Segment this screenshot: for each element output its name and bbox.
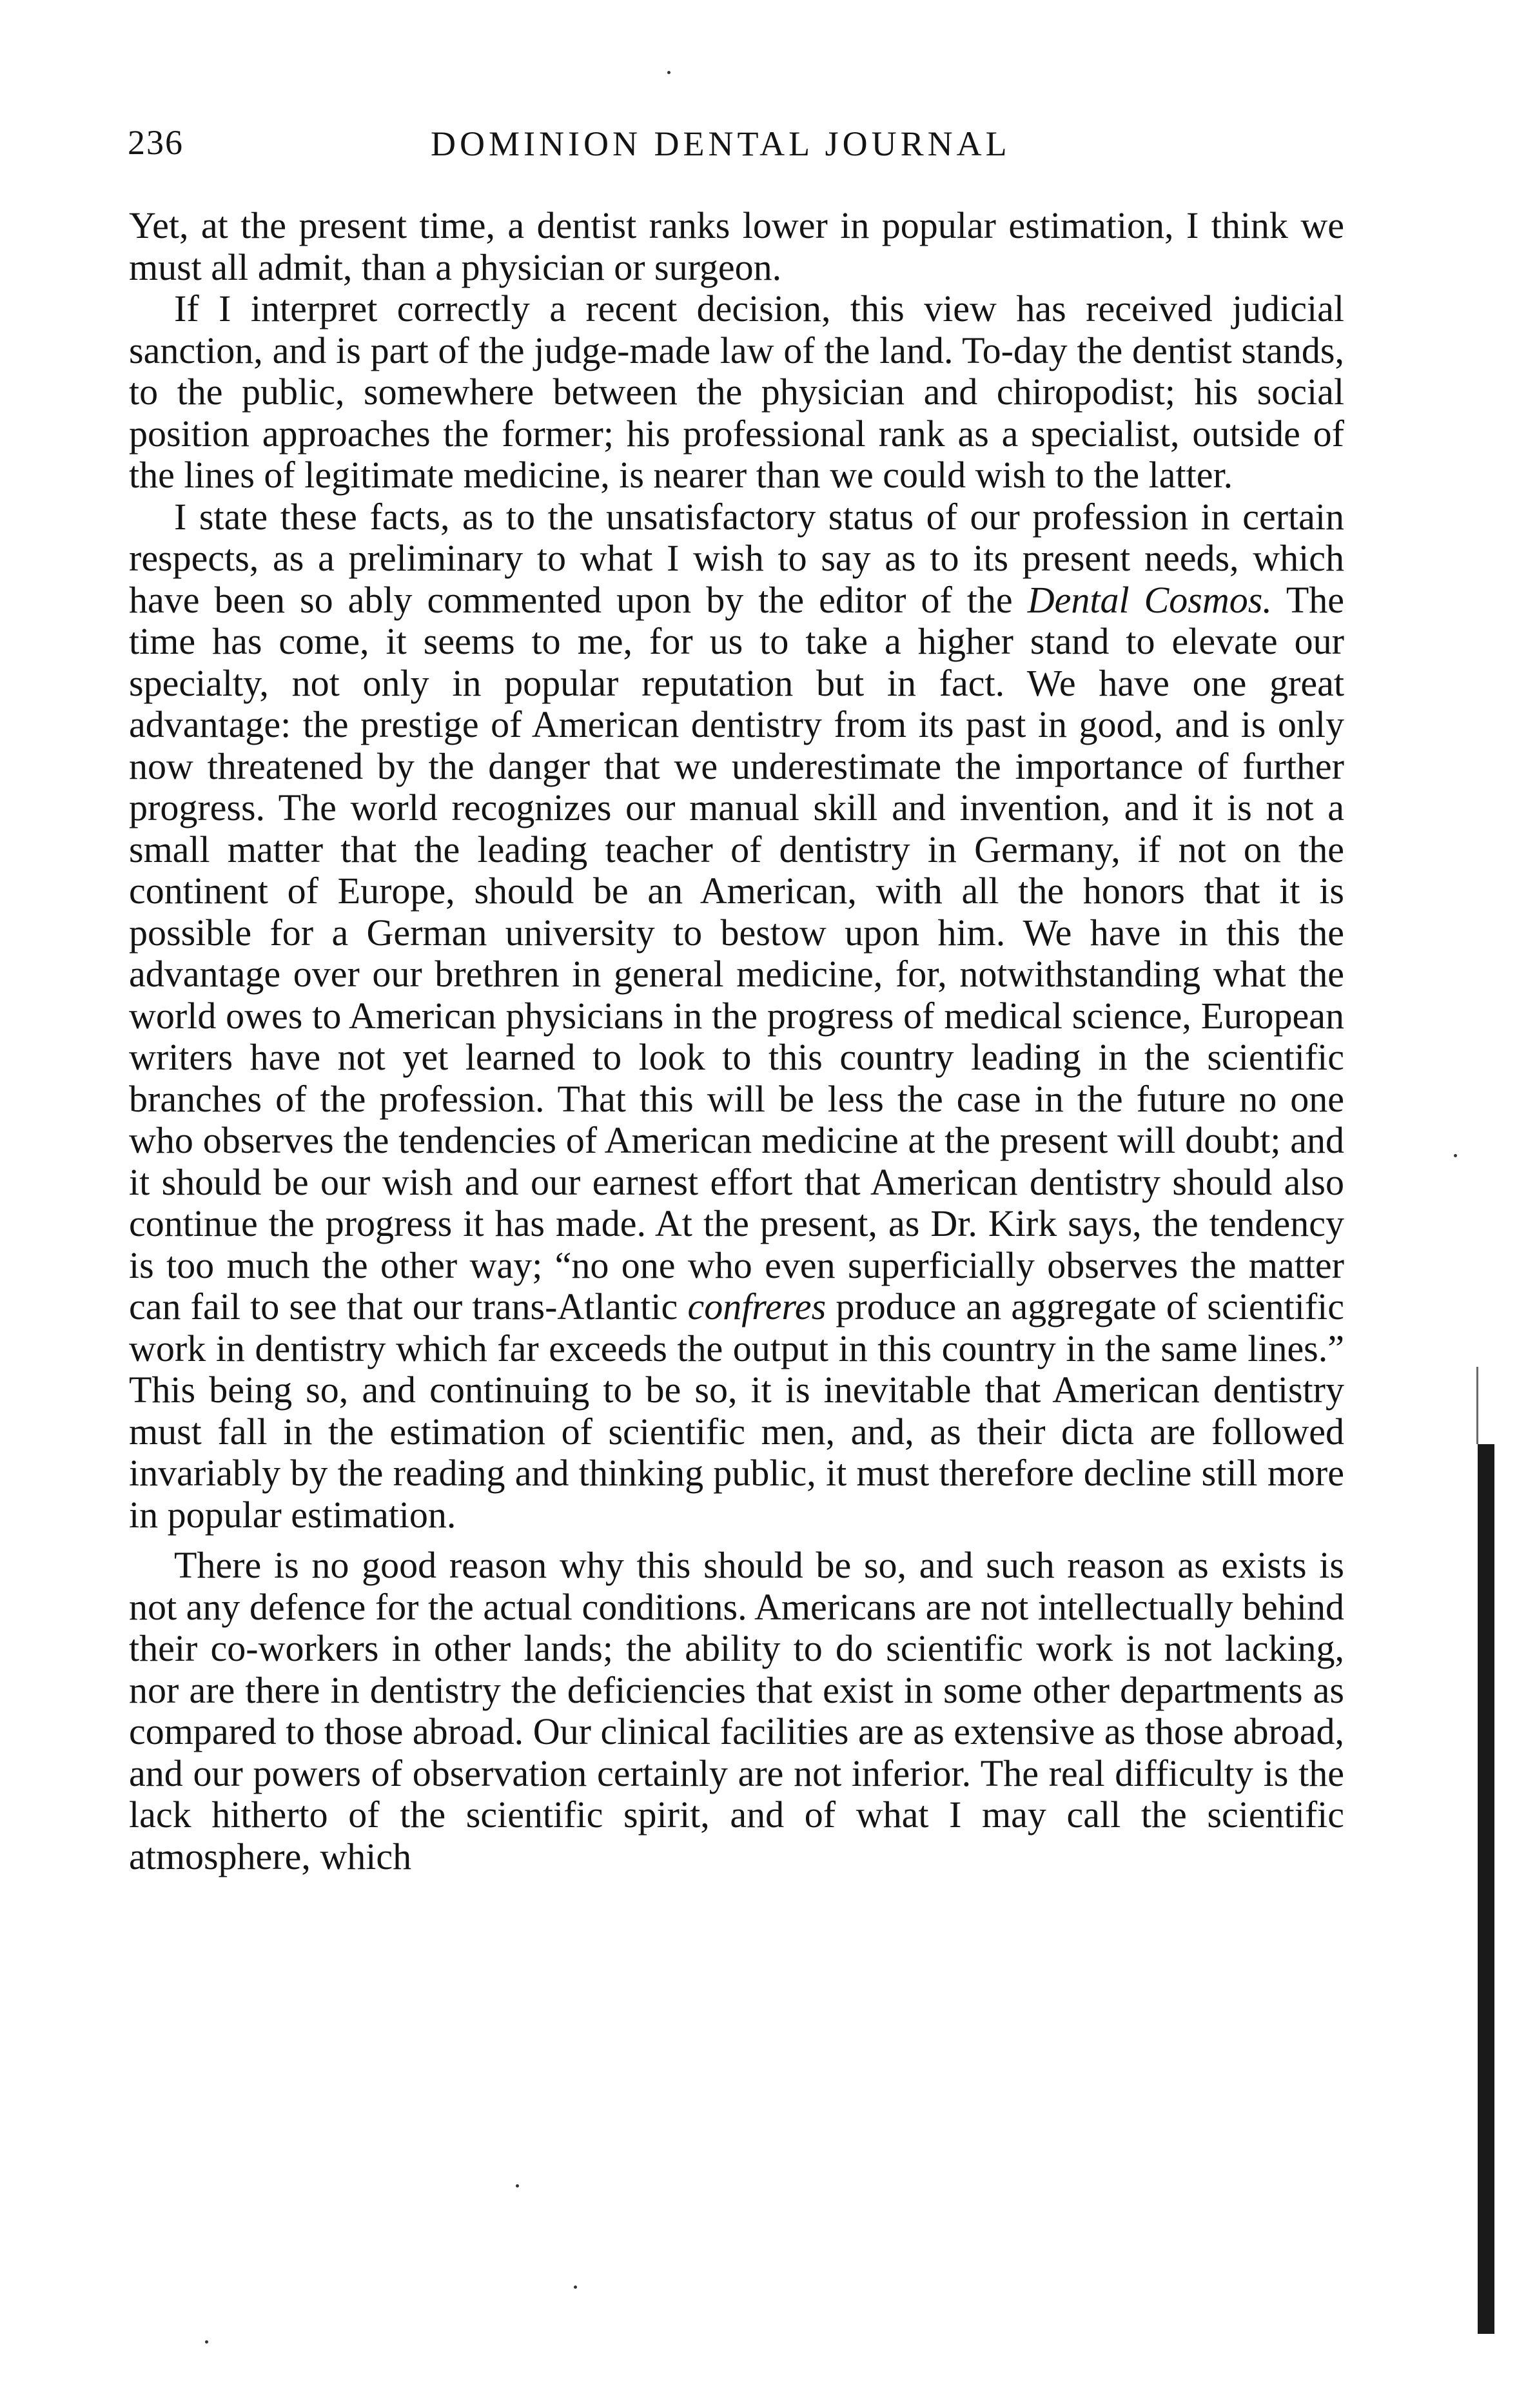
foreign-term: confreres [687, 1286, 827, 1327]
page-number: 236 [128, 123, 184, 162]
paragraph-3 [129, 496, 1344, 1536]
paragraph-3-text-a: I state these facts, as to the unsatisfactory status of our profession in certain respects, as a preliminary to what I wish to say as to its present needs, which have been so ably commented upon by the editor of the [129, 495, 1344, 621]
article-body [129, 205, 1344, 1877]
scan-speck [574, 2286, 577, 2289]
scan-speck [516, 2184, 519, 2188]
page-header [128, 122, 1365, 174]
paragraph-2: If I interpret correctly a recent decision, this view has received judicial sanction, and is part of the judge-made law of the land. To-day the dentist stands, to the public, somewhere between the physician and chiropodist; his social position approaches the former; his professional rank as a specialist, outside of the lines of legitimate medicine, is nearer than we could wish to the latter. [129, 288, 1344, 496]
scan-binding-shadow [1478, 1444, 1494, 2334]
scan-speck [205, 2340, 208, 2344]
scan-edge-line [1476, 1367, 1478, 1444]
paragraph-4: There is no good reason why this should be so, and such reason as exists is not any defence for the actual conditions. Americans are not intellectually behind their co-workers in other lands; the ability to do scientific work is not lacking, nor are there in dentistry the deficiencies that exist in some other departments as compared to those abroad. Our clinical facilities are as extensive as those abroad, and our powers of observation certainly are not inferior. The real difficulty is the lack hitherto of the scientific spirit, and of what I may call the scientific atmosphere, which [129, 1544, 1344, 1877]
scan-speck [667, 71, 670, 74]
scan-speck [1454, 1154, 1457, 1157]
paragraph-3-text-c: produce an aggregate of scientific work in dentistry which far exceeds the output in this country in the same lines.” This being so, and continuing to be so, it is inevitable that American dentistry must fall in the estimation of scientific men, and, as their dicta are followed invariably by the reading and thinking public, it must therefore decline still more in popular estimation. [129, 1286, 1344, 1536]
paragraph-3-text-b: The time has come, it seems to me, for us to take a higher stand to elevate our specialty, not only in popular reputation but in fact. We have one great advantage: the prestige of American dentistry from its past in good, and is only now threatened by the danger that we underestimate the importance of further progress. The world recognizes our manual skill and invention, and it is not a small matter that the leading teacher of dentistry in Germany, if not on the continent of Europe, should be an American, with all the honors that it is possible for a German university to bestow upon him. We have in this the advantage over our brethren in general medicine, for, notwithstanding what the world owes to American physicians in the progress of medical science, European writers have not yet learned to look to this country leading in the scientific branches of the profession. That this will be less the case in the future no one who observes the tendencies of American medicine at the present will doubt; and it should be our wish and our earnest effort that American dentistry should also continue the progress it has made. At the present, as Dr. Kirk says, the tendency is too much the other way; “no one who even superficially observes the matter can fail to see that our trans-Atlantic [129, 578, 1345, 1327]
journal-reference: Dental Cosmos. [1027, 578, 1272, 621]
running-title: DOMINION DENTAL JOURNAL [431, 124, 1011, 163]
paragraph-1: Yet, at the present time, a dentist ranks lower in popular estimation, I think we must all admit, than a physician or surgeon. [129, 204, 1344, 288]
